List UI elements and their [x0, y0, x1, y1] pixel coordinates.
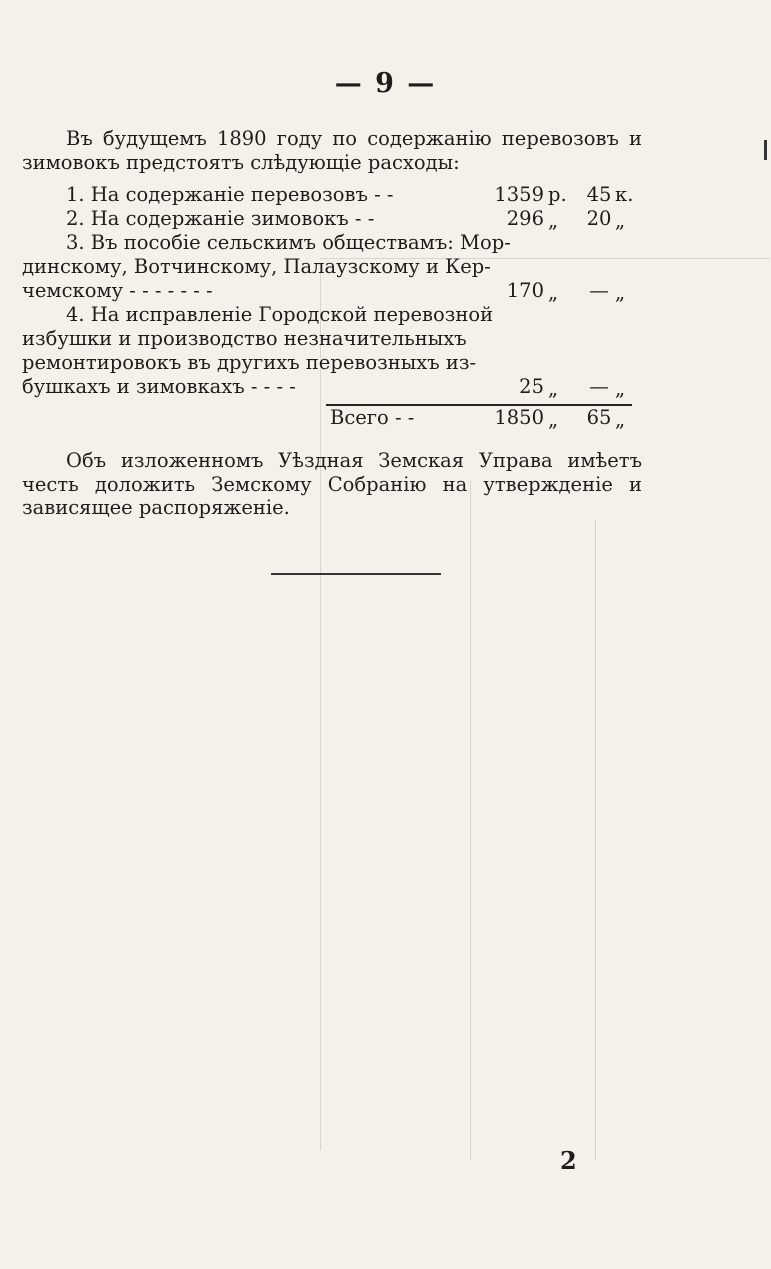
expense-item-4-currency: „ [548, 377, 559, 400]
signature-rule [271, 573, 441, 575]
closing-paragraph: Объ изложенномъ Уѣздная Земская Управа имѣетъ честь доложить Земскому Собранію на утвержденіе и зависящее распоряженіе. [22, 449, 642, 519]
expense-item-3-kopeks: — [589, 279, 609, 302]
bleed-through-line [320, 270, 321, 1150]
expense-item-3-kop-unit: „ [615, 281, 626, 304]
expense-item-1-rubles: 1359 [494, 183, 544, 206]
expense-item-4-kopeks: — [589, 375, 609, 398]
expense-item-2-kopeks: 20 [586, 207, 612, 230]
signature-mark: 2 [560, 1146, 577, 1175]
expense-item-2-currency: „ [548, 209, 559, 232]
expense-item-2-kop-unit: „ [615, 209, 626, 232]
page-edge-mark [764, 140, 767, 160]
expense-item-1-kopeks: 45 [586, 183, 612, 206]
total-kop-unit: „ [615, 408, 626, 431]
total-kopeks: 65 [586, 406, 612, 429]
expense-item-3-currency: „ [548, 281, 559, 304]
expense-item-3-line-1: 3. Въ пособіе сельскимъ обществамъ: Мор- [66, 231, 511, 254]
bleed-through-line [595, 520, 596, 1160]
expense-item-2-rubles: 296 [506, 207, 544, 230]
expense-item-4-line-1: 4. На исправленіе Городской перевозной [66, 303, 494, 326]
bleed-through-line [470, 480, 471, 1160]
total-label: Всего - - [330, 406, 415, 429]
page-number: — 9 — [334, 68, 437, 99]
expense-item-4-kop-unit: „ [615, 377, 626, 400]
expense-item-3-rubles: 170 [506, 279, 544, 302]
expense-item-2-text: 2. На содержаніе зимовокъ - - [66, 207, 375, 230]
total-currency: „ [548, 408, 559, 431]
expense-item-4-line-3: ремонтировокъ въ другихъ перевозныхъ из- [22, 351, 477, 374]
expense-item-4-rubles: 25 [519, 375, 544, 398]
expense-item-3-line-3: чемскому - - - - - - - [22, 279, 213, 302]
expense-item-4-line-4: бушкахъ и зимовкахъ - - - - [22, 375, 296, 398]
total-rubles: 1850 [494, 406, 544, 429]
intro-paragraph: Въ будущемъ 1890 году по содержанію перевозовъ и зимовокъ предстоятъ слѣдующіе расходы: [22, 127, 642, 174]
expense-item-1-currency: р. [548, 183, 567, 206]
expense-item-3-line-2: динскому, Вотчинскому, Палаузскому и Кер- [22, 255, 491, 278]
expense-item-1-kop-unit: к. [615, 183, 634, 206]
expense-item-1-text: 1. На содержаніе перевозовъ - - [66, 183, 394, 206]
expense-item-4-line-2: избушки и производство незначительныхъ [22, 327, 467, 350]
